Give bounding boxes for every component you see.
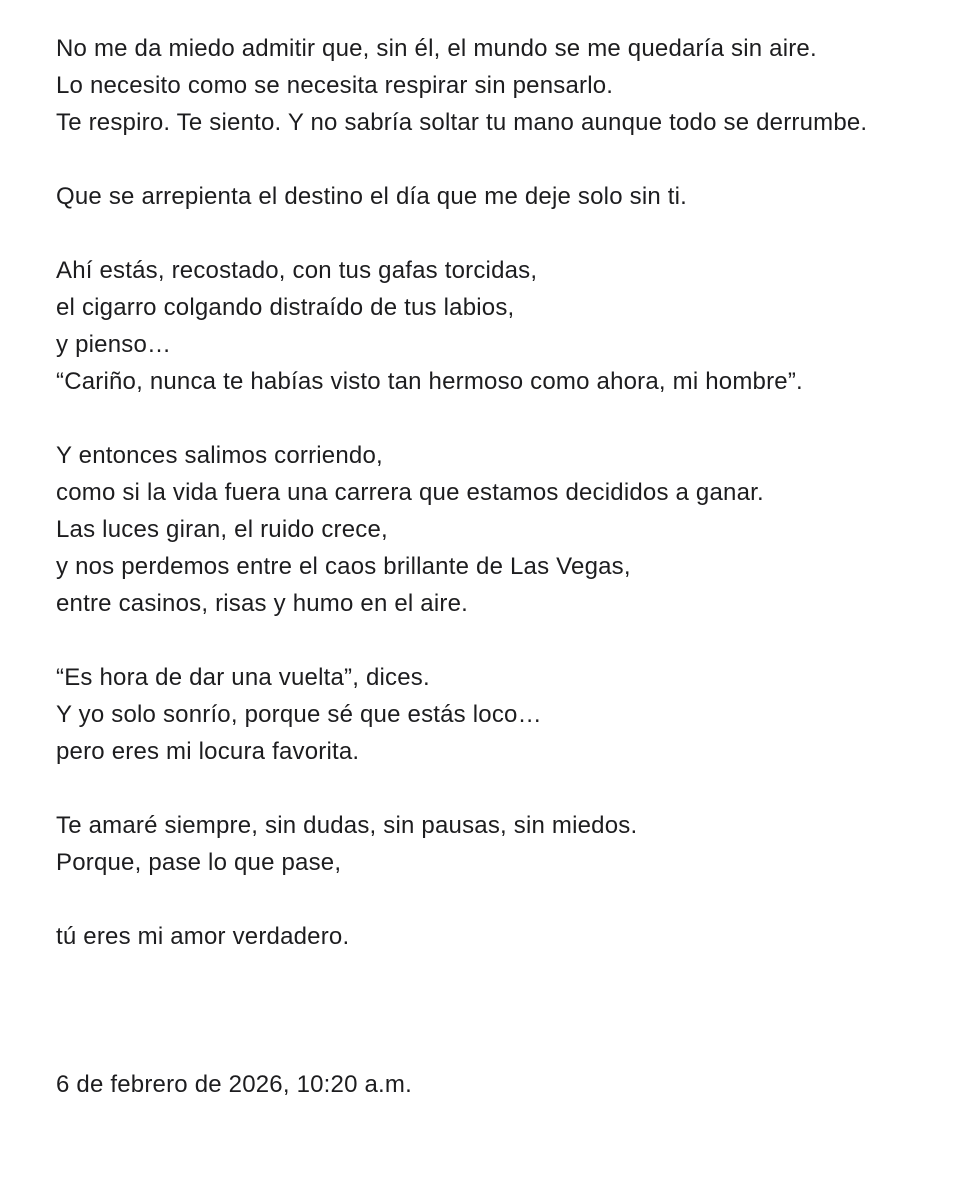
blank-space: [56, 955, 956, 1066]
note-line: tú eres mi amor verdadero.: [56, 923, 350, 950]
note-line: Que se arrepienta el destino el día que me deje solo sin ti.: [56, 183, 688, 210]
note-line: y nos perdemos entre el caos brillante de Las Vegas,: [56, 553, 631, 580]
note-line: No me da miedo admitir que, sin él, el mundo se me quedaría sin aire.: [56, 35, 817, 62]
stanza-5: [56, 659, 956, 770]
blank-line: [56, 141, 956, 178]
note-line: Y entonces salimos corriendo,: [56, 442, 383, 469]
blank-line: [56, 881, 956, 918]
note-line: pero eres mi locura favorita.: [56, 738, 360, 765]
note-line: y pienso…: [56, 331, 172, 358]
stanza-6: [56, 807, 956, 881]
stanza-7: [56, 918, 956, 955]
note-body: [56, 30, 956, 1103]
note-line: como si la vida fuera una carrera que estamos decididos a ganar.: [56, 479, 764, 506]
note-line: el cigarro colgando distraído de tus labios,: [56, 294, 515, 321]
stanza-3: [56, 252, 956, 400]
note-line: Las luces giran, el ruido crece,: [56, 516, 388, 543]
stanza-2: [56, 178, 956, 215]
note-line: Porque, pase lo que pase,: [56, 849, 342, 876]
stanza-4: [56, 437, 956, 622]
stanza-1: [56, 30, 956, 141]
note-line: “Cariño, nunca te habías visto tan hermoso como ahora, mi hombre”.: [56, 368, 803, 395]
note-line: Te amaré siempre, sin dudas, sin pausas, sin miedos.: [56, 812, 638, 839]
note-line: entre casinos, risas y humo en el aire.: [56, 590, 468, 617]
note-timestamp: 6 de febrero de 2026, 10:20 a.m.: [56, 1071, 412, 1098]
note-line: Y yo solo sonrío, porque sé que estás loco…: [56, 701, 542, 728]
note-line: Ahí estás, recostado, con tus gafas torcidas,: [56, 257, 538, 284]
note-line: “Es hora de dar una vuelta”, dices.: [56, 664, 430, 691]
blank-line: [56, 770, 956, 807]
note-line: Te respiro. Te siento. Y no sabría soltar tu mano aunque todo se derrumbe.: [56, 109, 868, 136]
note-line: Lo necesito como se necesita respirar sin pensarlo.: [56, 72, 614, 99]
blank-line: [56, 215, 956, 252]
blank-line: [56, 400, 956, 437]
blank-line: [56, 622, 956, 659]
